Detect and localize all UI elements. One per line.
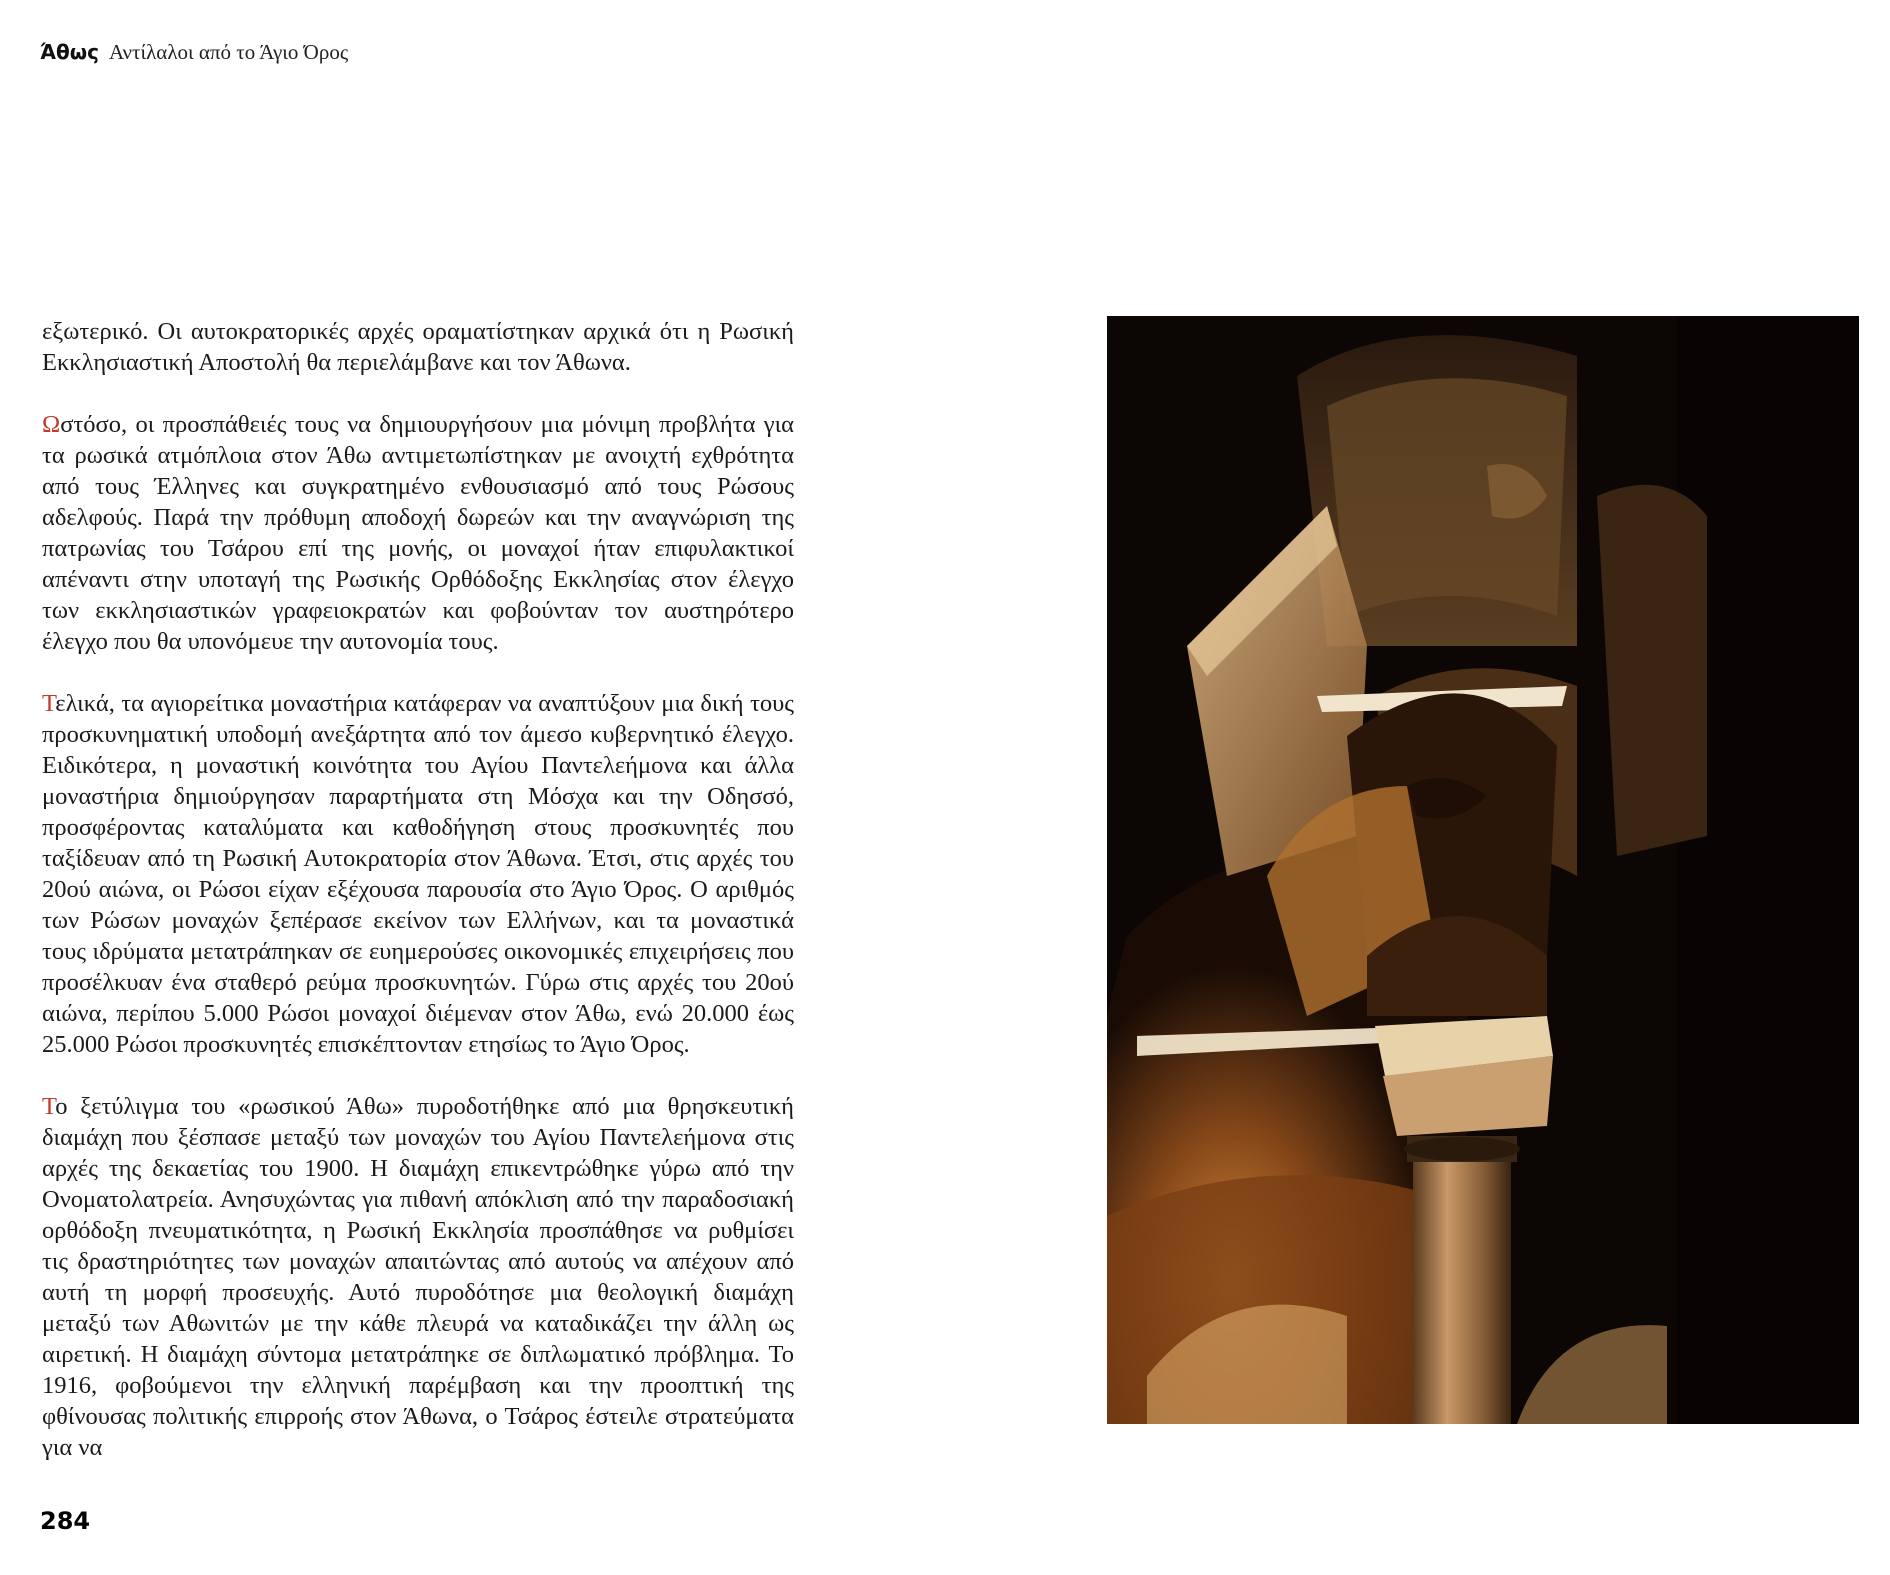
paragraph-text: ελικά, τα αγιορείτικα μοναστήρια κατάφεραν να αναπτύξουν μια δική τους προσκυνηματική υποδομή ανεξάρτητα από τον άμεσο κυβερνητικό έλεγχο. Ειδικότερα, η μοναστική κοινότητα του Αγίου Παντελεήμονα και άλλα μοναστήρια δημιούργησαν παραρτήματα στη Μόσχα και την Οδησσό, προσφέροντας καταλύματα και καθοδήγηση στους προσκυνητές που ταξίδευαν από τη Ρωσική Αυτοκρατορία στον Άθωνα. Έτσι, στις αρχές του 20ού αιώνα, οι Ρώσοι είχαν εξέχουσα παρουσία στο Άγιο Όρος. Ο αριθμός των Ρώσων μοναχών ξεπέρασε εκείνον των Ελλήνων, και τα μοναστικά τους ιδρύματα μετατράπηκαν σε ευημερούσες οικονομικές επιχειρήσεις που προσέλκυαν ένα σταθερό ρεύμα προσκυνητών. Γύρω στις αρχές του 20ού αιώνα, περίπου 5.000 Ρώσοι μοναχοί διέμεναν στον Άθω, ενώ 20.000 έως 25.000 Ρώσοι προσκυνητές επισκέπτονταν ετησίως το Άγιο Όρος. <box>42 690 794 1058</box>
paragraph <box>42 688 794 1060</box>
paragraph <box>42 1091 794 1463</box>
fresco-arch-illustration <box>1107 316 1859 1424</box>
paragraph-text: στόσο, οι προσπάθειές τους να δημιουργήσουν μια μόνιμη προβλήτα για τα ρωσικά ατμόπλοια στον Άθω αντιμετωπίστηκαν με ανοιχτή εχθρότητα από τους Έλληνες και συγκρατημένο ενθουσιασμό από τους Ρώσους αδελφούς. Παρά την πρόθυμη αποδοχή δωρεών και την αναγνώριση της πατρωνίας του Τσάρου επί της μονής, οι μοναχοί ήταν επιφυλακτικοί απέναντι στην υποταγή της Ρωσικής Ορθόδοξης Εκκλησίας στον έλεγχο των εκκλησιαστικών γραφειοκρατών και φοβούνταν τον αυστηρότερο έλεγχο που θα υπονόμευε την αυτονομία τους. <box>42 411 794 655</box>
paragraph-text: εξωτερικό. Οι αυτοκρατορικές αρχές οραματίστηκαν αρχικά ότι η Ρωσική Εκκλησιαστική Αποστολή θα περιελάμβανε και τον Άθωνα. <box>42 318 794 376</box>
paragraph <box>42 316 794 378</box>
running-header <box>40 40 348 70</box>
book-subtitle: Αντίλαλοι από το Άγιο Όρος <box>108 40 349 64</box>
drop-cap: Τ <box>42 690 56 717</box>
paragraph <box>42 409 794 657</box>
church-interior-photo <box>1107 316 1859 1424</box>
drop-cap: Τ <box>42 1093 56 1120</box>
paragraph-text: ο ξετύλιγμα του «ρωσικού Άθω» πυροδοτήθηκε από μια θρησκευτική διαμάχη που ξέσπασε μεταξύ των μοναχών του Αγίου Παντελεήμονα στις αρχές της δεκαετίας του 1900. Η διαμάχη επικεντρώθηκε γύρω από την Ονοματολατρεία. Ανησυχώντας για πιθανή απόκλιση από την παραδοσιακή ορθόδοξη πνευματικότητα, η Ρωσική Εκκλησία προσπάθησε να ρυθμίσει τις δραστηριότητες των μοναχών απαιτώντας από αυτούς να απέχουν από αυτή τη μορφή προσευχής. Αυτό πυροδότησε μια θεολογική διαμάχη μεταξύ των Αθωνιτών με την κάθε πλευρά να καταδικάζει την άλλη ως αιρετική. Η διαμάχη σύντομα μετατράπηκε σε διπλωματικό πρόβλημα. Το 1916, φοβούμενοι την ελληνική παρέμβαση και την προοπτική της φθίνουσας πολιτικής επιρροής στον Άθωνα, ο Τσάρος έστειλε στρατεύματα για να <box>42 1093 794 1461</box>
book-title: Άθως <box>40 40 99 64</box>
drop-cap: Ω <box>42 411 61 438</box>
body-text-column <box>42 316 794 1463</box>
page-number: 284 <box>40 1507 91 1535</box>
